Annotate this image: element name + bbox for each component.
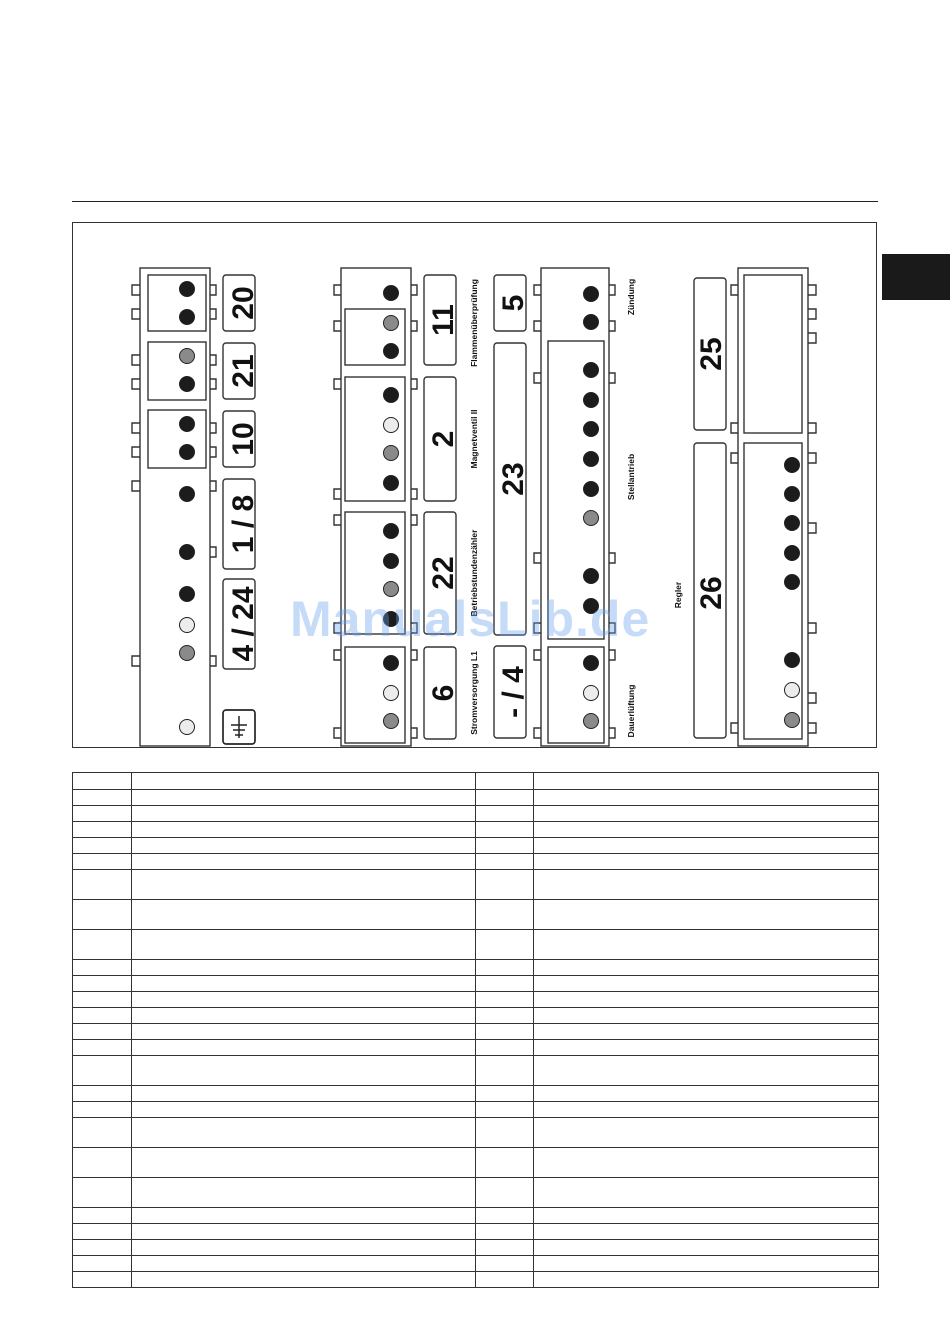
table-row [73, 1086, 879, 1102]
connector-2-body [341, 268, 411, 746]
table-cell [73, 1118, 132, 1148]
terminal-pin [384, 388, 399, 403]
table-cell [534, 1086, 879, 1102]
terminal-pin [584, 363, 599, 378]
terminal-pin [384, 714, 399, 729]
ground-symbol-icon [223, 710, 255, 744]
table-cell [73, 870, 132, 900]
terminal-pin [180, 445, 195, 460]
terminal-pin [384, 316, 399, 331]
terminal-pin [384, 554, 399, 569]
table-row [73, 1056, 879, 1086]
table-cell [476, 806, 534, 822]
table-row [73, 822, 879, 838]
terminal-pin [180, 646, 195, 661]
terminal-pin [180, 282, 195, 297]
table-row [73, 1178, 879, 1208]
connector-1-body [140, 268, 210, 746]
table-cell [476, 1024, 534, 1040]
terminal-assignment-table [72, 772, 879, 1288]
terminal-label-2: 2 [427, 430, 460, 448]
table-cell [476, 1178, 534, 1208]
terminal-pin [584, 714, 599, 729]
table-cell [73, 976, 132, 992]
table-cell [132, 1118, 476, 1148]
table-row [73, 1118, 879, 1148]
terminal-pin [180, 720, 195, 735]
table-row [73, 1024, 879, 1040]
table-cell [534, 1148, 879, 1178]
table-cell [476, 790, 534, 806]
table-row [73, 854, 879, 870]
terminal-label-23: 23 [497, 462, 530, 496]
terminal-label-21: 21 [227, 354, 260, 388]
table-cell [132, 1056, 476, 1086]
header-rule [72, 201, 878, 202]
table-row [73, 976, 879, 992]
watermark-text: ManualsLib.de [290, 591, 651, 647]
table-cell [132, 976, 476, 992]
table-cell [132, 930, 476, 960]
table-cell [476, 1224, 534, 1240]
table-cell [73, 1008, 132, 1024]
table-cell [73, 838, 132, 854]
table-cell [132, 1240, 476, 1256]
table-row [73, 1208, 879, 1224]
table-cell [534, 1224, 879, 1240]
terminal-pin [384, 686, 399, 701]
table-cell [73, 1178, 132, 1208]
terminal-label-6: 6 [427, 684, 460, 702]
table-cell [476, 1040, 534, 1056]
table-cell [73, 930, 132, 960]
label-power-supply-l1: Stromversorgung L1 [469, 651, 479, 735]
table-cell [132, 960, 476, 976]
table-cell [132, 1008, 476, 1024]
table-cell [73, 1148, 132, 1178]
table-cell [132, 1086, 476, 1102]
label-actuator: Stellantrieb [626, 453, 636, 501]
terminal-pin [180, 587, 195, 602]
table-cell [132, 1178, 476, 1208]
table-row [73, 1102, 879, 1118]
table-cell [132, 870, 476, 900]
table-cell [476, 870, 534, 900]
table-cell [534, 854, 879, 870]
table-cell [534, 976, 879, 992]
table-cell [534, 870, 879, 900]
table-cell [476, 1056, 534, 1086]
table-cell [534, 1056, 879, 1086]
terminal-pin [584, 511, 599, 526]
terminal-label-10: 10 [227, 422, 260, 456]
terminal-pin [584, 656, 599, 671]
terminal-pin [180, 545, 195, 560]
table-cell [132, 992, 476, 1008]
table-cell [534, 1208, 879, 1224]
table-cell [73, 1240, 132, 1256]
table-cell [534, 960, 879, 976]
table-cell [476, 1240, 534, 1256]
terminal-pin [180, 310, 195, 325]
terminal-pin [785, 458, 800, 473]
label-solenoid-valve-2: Magnetventil II [469, 409, 479, 469]
table-cell [132, 790, 476, 806]
label-controller: Regler [673, 581, 683, 609]
terminal-pin [785, 683, 800, 698]
table-cell [73, 773, 132, 790]
table-row [73, 838, 879, 854]
table-row [73, 1008, 879, 1024]
label-continuous-ventilation: Dauerlüftung [626, 684, 636, 738]
table-cell [132, 1024, 476, 1040]
table-cell [534, 1040, 879, 1056]
table-cell [534, 773, 879, 790]
table-cell [476, 1208, 534, 1224]
terminal-pin [584, 393, 599, 408]
table-row [73, 870, 879, 900]
terminal-pin [785, 487, 800, 502]
plug-10 [148, 410, 206, 468]
table-row [73, 790, 879, 806]
label-ignition: Zündung [626, 278, 636, 316]
table-cell [132, 1208, 476, 1224]
table-cell [73, 854, 132, 870]
terminal-pin [180, 618, 195, 633]
terminal-pin [785, 713, 800, 728]
table-row [73, 900, 879, 930]
table-cell [73, 960, 132, 976]
table-row [73, 1240, 879, 1256]
table-row [73, 1040, 879, 1056]
table-cell [534, 1024, 879, 1040]
table-row [73, 773, 879, 790]
terminal-pin [584, 686, 599, 701]
table-row [73, 1224, 879, 1240]
terminal-label-20: 20 [227, 286, 260, 320]
table-cell [73, 822, 132, 838]
terminal-pin [384, 446, 399, 461]
table-cell [73, 790, 132, 806]
table-cell [132, 900, 476, 930]
table-cell [132, 822, 476, 838]
table-row [73, 930, 879, 960]
terminal-label-1-8: 1 / 8 [227, 494, 260, 554]
terminal-pin [584, 422, 599, 437]
table-cell [534, 806, 879, 822]
table-cell [476, 976, 534, 992]
table-cell [534, 1102, 879, 1118]
terminal-label-25: 25 [695, 337, 728, 371]
table-cell [73, 1224, 132, 1240]
label-hour-counter: Betriebstundenzähler [469, 529, 479, 617]
terminal-pin [180, 487, 195, 502]
table-cell [476, 1118, 534, 1148]
table-cell [534, 790, 879, 806]
table-cell [476, 1256, 534, 1272]
table-cell [476, 854, 534, 870]
terminal-pin [384, 286, 399, 301]
table-cell [534, 992, 879, 1008]
table-cell [73, 900, 132, 930]
terminal-pin [384, 524, 399, 539]
connector-diagram [72, 222, 877, 748]
terminal-label-minus-4: - / 4 [497, 666, 530, 718]
terminal-pin [384, 476, 399, 491]
table-cell [132, 1272, 476, 1288]
terminal-pin [785, 516, 800, 531]
table-cell [73, 806, 132, 822]
table-cell [476, 960, 534, 976]
connector-3-body [541, 268, 609, 746]
table-cell [73, 1086, 132, 1102]
table-cell [73, 1102, 132, 1118]
table-cell [73, 1040, 132, 1056]
table-cell [534, 1272, 879, 1288]
table-cell [132, 854, 476, 870]
table-row [73, 1148, 879, 1178]
table-cell [534, 930, 879, 960]
label-flame-monitoring: Flammenüberprüfung [469, 279, 479, 367]
table-cell [534, 1178, 879, 1208]
table-cell [132, 1040, 476, 1056]
terminal-pin [785, 546, 800, 561]
terminal-pin [180, 377, 195, 392]
terminal-pin [785, 653, 800, 668]
terminal-label-26: 26 [695, 576, 728, 610]
terminal-label-5: 5 [497, 294, 530, 312]
terminal-pin [180, 417, 195, 432]
table-cell [534, 838, 879, 854]
plug-20 [148, 275, 206, 331]
terminal-pin [785, 575, 800, 590]
terminal-pin [180, 349, 195, 364]
terminal-pin [584, 287, 599, 302]
table-cell [534, 1256, 879, 1272]
table-cell [534, 1008, 879, 1024]
table-cell [73, 1024, 132, 1040]
table-cell [476, 930, 534, 960]
table-row [73, 992, 879, 1008]
table-row [73, 1272, 879, 1288]
table-cell [534, 1240, 879, 1256]
table-cell [73, 1272, 132, 1288]
table-cell [132, 1148, 476, 1178]
table-cell [476, 900, 534, 930]
terminal-label-22: 22 [427, 556, 460, 590]
table-cell [73, 992, 132, 1008]
table-cell [476, 838, 534, 854]
table-row [73, 960, 879, 976]
terminal-pin [584, 315, 599, 330]
connector-4-body [738, 268, 808, 746]
table-cell [476, 773, 534, 790]
table-cell [476, 1148, 534, 1178]
table-row [73, 1256, 879, 1272]
table-cell [476, 1086, 534, 1102]
table-cell [476, 1272, 534, 1288]
terminal-pin [384, 656, 399, 671]
table-cell [73, 1208, 132, 1224]
plug-21 [148, 342, 206, 400]
table-cell [132, 1102, 476, 1118]
table-cell [476, 822, 534, 838]
terminal-label-4-24: 4 / 24 [227, 586, 260, 662]
table-cell [132, 773, 476, 790]
table-cell [132, 1256, 476, 1272]
terminal-pin [584, 482, 599, 497]
terminal-pin [584, 569, 599, 584]
table-cell [534, 822, 879, 838]
table-cell [132, 1224, 476, 1240]
table-cell [476, 1008, 534, 1024]
table-cell [534, 900, 879, 930]
table-cell [132, 838, 476, 854]
terminal-pin [384, 344, 399, 359]
table-cell [476, 1102, 534, 1118]
table-cell [476, 992, 534, 1008]
table-row [73, 806, 879, 822]
terminal-pin [384, 418, 399, 433]
terminal-pin [584, 452, 599, 467]
table-cell [132, 806, 476, 822]
table-cell [73, 1056, 132, 1086]
section-tab-marker [882, 254, 950, 300]
terminal-label-11: 11 [427, 304, 460, 336]
table-cell [73, 1256, 132, 1272]
table-cell [534, 1118, 879, 1148]
